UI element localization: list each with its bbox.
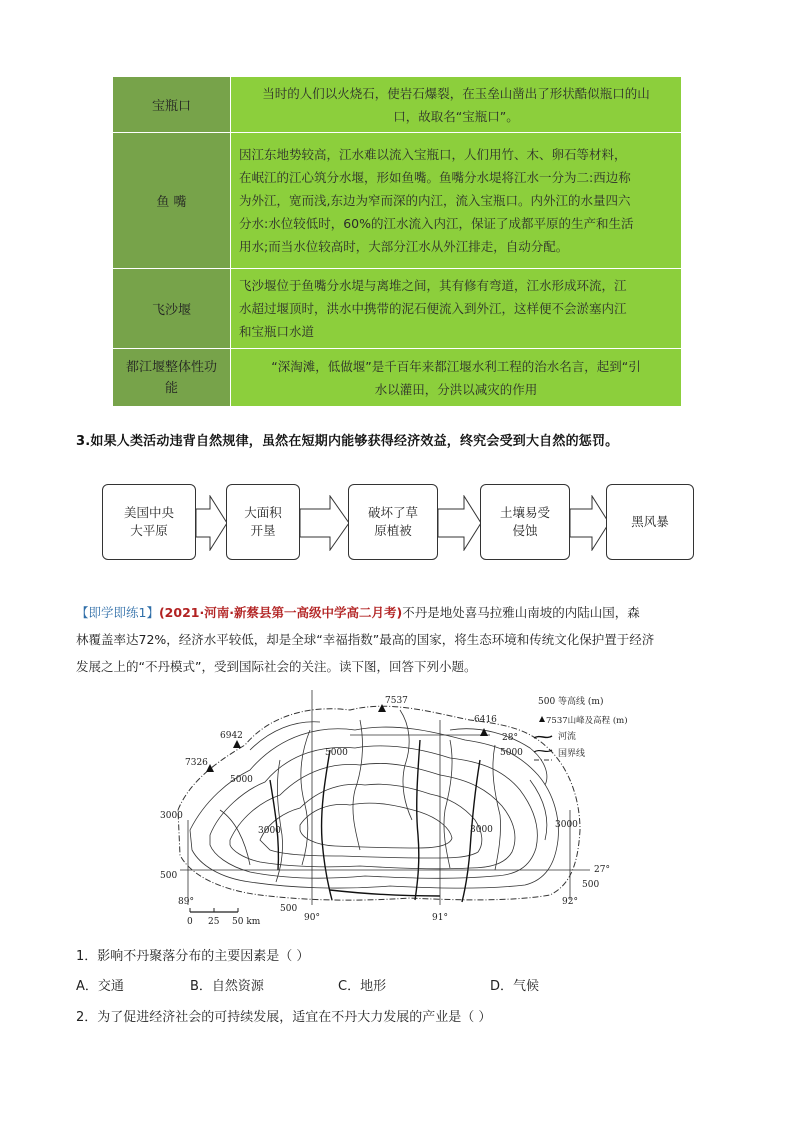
row-text-line: 因江东地势较高，江水难以流入宝瓶口，人们用竹、木、卵石等材料，: [239, 147, 627, 162]
flow-text: 破坏了草: [367, 505, 418, 520]
statement: 3.如果人类活动违背自然规律，虽然在短期内能够获得经济效益，终究会受到大自然的惩罚。: [76, 434, 619, 449]
row-text-line: 当时的人们以火烧石，使岩石爆裂，在玉垒山凿出了形状酷似瓶口的山: [262, 85, 650, 101]
legend-item: 河流: [558, 732, 577, 742]
longitude-label: 92°: [562, 897, 578, 907]
row-text-line: 分水:水位较低时，60%的江水流入内江，保证了成都平原的生产和生活: [239, 216, 634, 231]
flow-arrow-icon: [196, 495, 228, 551]
map-legend: [534, 695, 628, 760]
row-key-line: 都江堰整体性功: [125, 359, 217, 375]
latitude-label: 27°: [594, 865, 610, 875]
river-icon: [534, 736, 552, 738]
peak-label: 6942: [220, 731, 243, 741]
row-value: [231, 77, 682, 133]
row-text-line: 在岷江的江心筑分水堰，形如鱼嘴。鱼嘴分水堤将江水一分为二:西边称: [239, 170, 631, 185]
scale-label: 0: [187, 917, 193, 927]
q1-option-a[interactable]: A．交通: [76, 979, 124, 994]
scale-bar: [187, 908, 261, 927]
q1-option-b[interactable]: B．自然资源: [190, 979, 264, 994]
row-text-line: 水超过堰顶时，洪水中携带的泥石便流入到外江，这样便不会淤塞内江: [239, 301, 627, 316]
legend-item: 7537山峰及高程 (m): [546, 716, 628, 726]
row-value: [231, 349, 682, 407]
exercise-source: (2021·河南·新蔡县第一高级中学高二月考): [158, 605, 403, 620]
contour-label: 3000: [470, 825, 493, 835]
peak-label: 7537: [385, 696, 408, 706]
contour-label: 5000: [230, 775, 253, 785]
row-text-line: 用水;而当水位较高时，大部分江水从外江排走，自动分配。: [239, 239, 569, 254]
contour-label: 500: [280, 904, 298, 914]
row-key: 鱼 嘴: [113, 133, 231, 269]
table-row: [113, 133, 682, 269]
contour-label: 5000: [325, 748, 348, 758]
flow-box-reclamation: [226, 484, 300, 560]
exercise-text: 不丹是地处喜马拉雅山南坡的内陆山国，森: [402, 605, 640, 620]
q1-option-c[interactable]: C．地形: [338, 979, 387, 994]
flow-text: 美国中央: [123, 505, 174, 520]
table-row: [113, 77, 682, 133]
flow-box-black-storm: [606, 484, 694, 560]
row-text-line: 为外江，宽而浅,东边为窄而深的内江，流入宝瓶口。内外江的水量四六: [239, 193, 631, 208]
graticule: [180, 690, 590, 905]
latitude-label: 28°: [502, 733, 518, 743]
contour-label: 500: [582, 880, 600, 890]
row-text-line: 和宝瓶口水道: [239, 324, 315, 339]
longitude-label: 90°: [304, 913, 320, 923]
bhutan-contour-map: [150, 690, 695, 930]
peak-icon: [480, 728, 488, 736]
contour-label: 3000: [555, 820, 578, 830]
flowchart: [102, 484, 694, 564]
flow-box-central-plains: [102, 484, 196, 560]
row-key: 飞沙堰: [113, 269, 231, 349]
flow-arrow-icon: [300, 495, 350, 551]
row-key: 宝瓶口: [113, 77, 231, 133]
longitude-label: 91°: [432, 913, 448, 923]
exercise-text: 林覆盖率达72%，经济水平较低，却是全球“幸福指数”最高的国家，将生态环境和传统文化保护置于经济: [76, 632, 655, 647]
flow-text: 开垦: [250, 523, 276, 538]
row-key-line: 能: [164, 380, 178, 396]
scale-label: 50 km: [232, 917, 261, 927]
row-text-line: “深淘滩，低做堰”是千百年来都江堰水利工程的治水名言，起到“引: [271, 358, 641, 374]
contour-label: 5000: [500, 748, 523, 758]
exercise-text: 发展之上的“不丹模式”，受到国际社会的关注。读下图，回答下列小题。: [76, 659, 477, 674]
longitude-label: 89°: [178, 897, 194, 907]
dujiangyan-table: [112, 76, 682, 407]
flow-box-grassland: [348, 484, 438, 560]
peak-label: 7326: [185, 758, 208, 768]
flow-text: 原植被: [374, 523, 412, 538]
flow-text: 土壤易受: [499, 505, 550, 520]
legend-item: 500 等高线 (m): [538, 697, 604, 707]
flow-arrow-icon: [438, 495, 482, 551]
question-1-stem: 1．影响不丹聚落分布的主要因素是（ ）: [76, 949, 310, 964]
flow-text: 侵蚀: [512, 523, 538, 538]
row-text-line: 口，故取名“宝瓶口”。: [393, 108, 519, 124]
exercise-intro: [76, 599, 716, 680]
peak-icon: [233, 740, 241, 748]
contour-label: 500: [160, 871, 178, 881]
q1-option-d[interactable]: D．气候: [490, 979, 540, 994]
row-text-line: 飞沙堰位于鱼嘴分水堤与离堆之间，其有修有弯道，江水形成环流，江: [239, 278, 627, 293]
flow-text: 大面积: [244, 505, 282, 520]
scale-label: 25: [208, 917, 220, 927]
peak-label: 6416: [474, 715, 497, 725]
flow-arrow-icon: [570, 495, 610, 551]
flow-text: 大平原: [130, 523, 168, 538]
table-row: [113, 269, 682, 349]
exercise-tag: 【即学即练1】: [76, 605, 159, 620]
flow-text: 黑风暴: [631, 514, 669, 529]
legend-item: 国界线: [558, 749, 586, 759]
peak-icon: [539, 716, 545, 722]
row-key: [113, 349, 231, 407]
row-text-line: 水以灌田，分洪以减灾的作用: [374, 381, 538, 397]
row-value: [231, 133, 682, 269]
row-value: [231, 269, 682, 349]
river-icon: [534, 750, 552, 752]
peak-icons: [206, 704, 488, 772]
contour-label: 3000: [160, 811, 183, 821]
flow-box-erosion: [480, 484, 570, 560]
contour-label: 3000: [258, 826, 281, 836]
table-row: [113, 349, 682, 407]
question-2-stem: 2．为了促进经济社会的可持续发展，适宜在不丹大力发展的产业是（ ）: [76, 1010, 492, 1025]
